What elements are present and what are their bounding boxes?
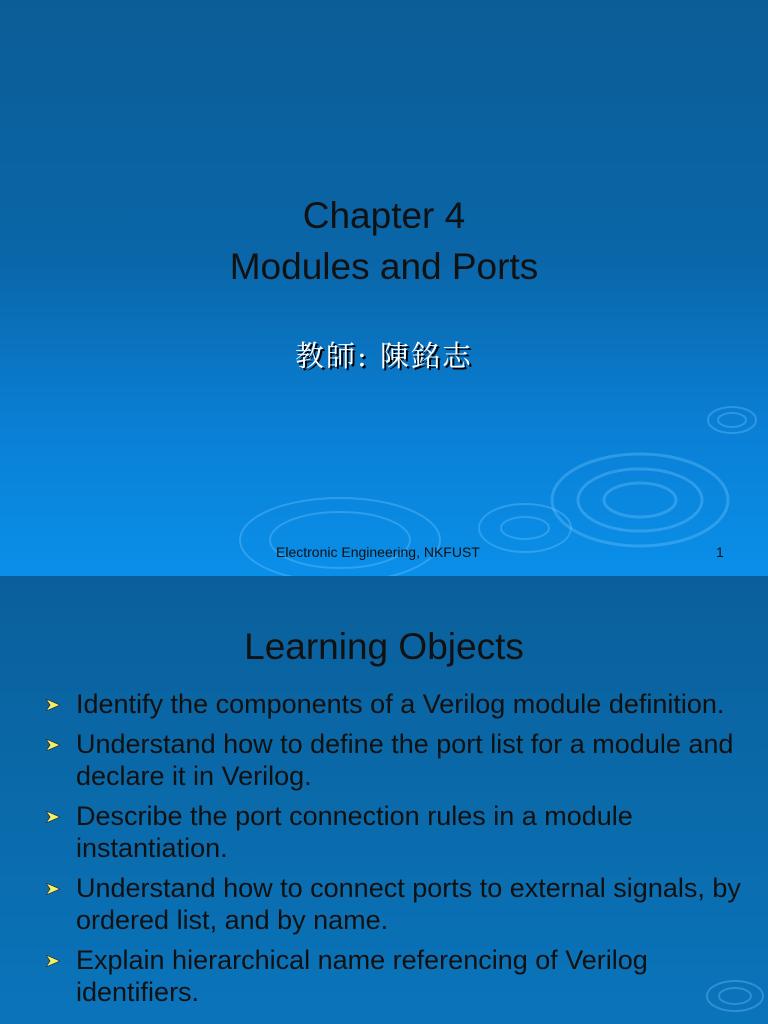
slide-2 bbox=[0, 576, 768, 1024]
footer-institution: Electronic Engineering, NKFUST bbox=[276, 544, 480, 560]
list-item bbox=[46, 944, 766, 1008]
slide-title bbox=[0, 190, 768, 292]
arrow-bullet-icon bbox=[46, 883, 60, 895]
teacher-name: 教師: 陳銘志 bbox=[295, 339, 473, 373]
arrow-bullet-icon bbox=[46, 739, 60, 751]
list-item bbox=[46, 728, 766, 792]
slide-title: Learning Objects bbox=[244, 626, 524, 667]
arrow-bullet-icon bbox=[46, 955, 60, 967]
arrow-bullet-icon bbox=[46, 811, 60, 823]
objective-text: Explain hierarchical name referencing of Verilog identifiers. bbox=[76, 945, 648, 1007]
objective-text: Understand how to connect ports to external signals, by ordered list, and by name. bbox=[76, 873, 741, 935]
arrow-bullet-icon bbox=[46, 699, 60, 711]
objective-text: Understand how to define the port list for a module and declare it in Verilog. bbox=[76, 729, 734, 791]
list-item bbox=[46, 800, 766, 864]
list-item bbox=[46, 688, 766, 720]
title-line-2: Modules and Ports bbox=[229, 246, 539, 287]
objective-text: Describe the port connection rules in a module instantiation. bbox=[76, 801, 633, 863]
objectives-list bbox=[46, 688, 766, 1016]
objective-text: Identify the components of a Verilog module definition. bbox=[76, 689, 725, 719]
title-line-1: Chapter 4 bbox=[302, 195, 466, 236]
slide-number: 1 bbox=[716, 544, 724, 560]
list-item bbox=[46, 872, 766, 936]
